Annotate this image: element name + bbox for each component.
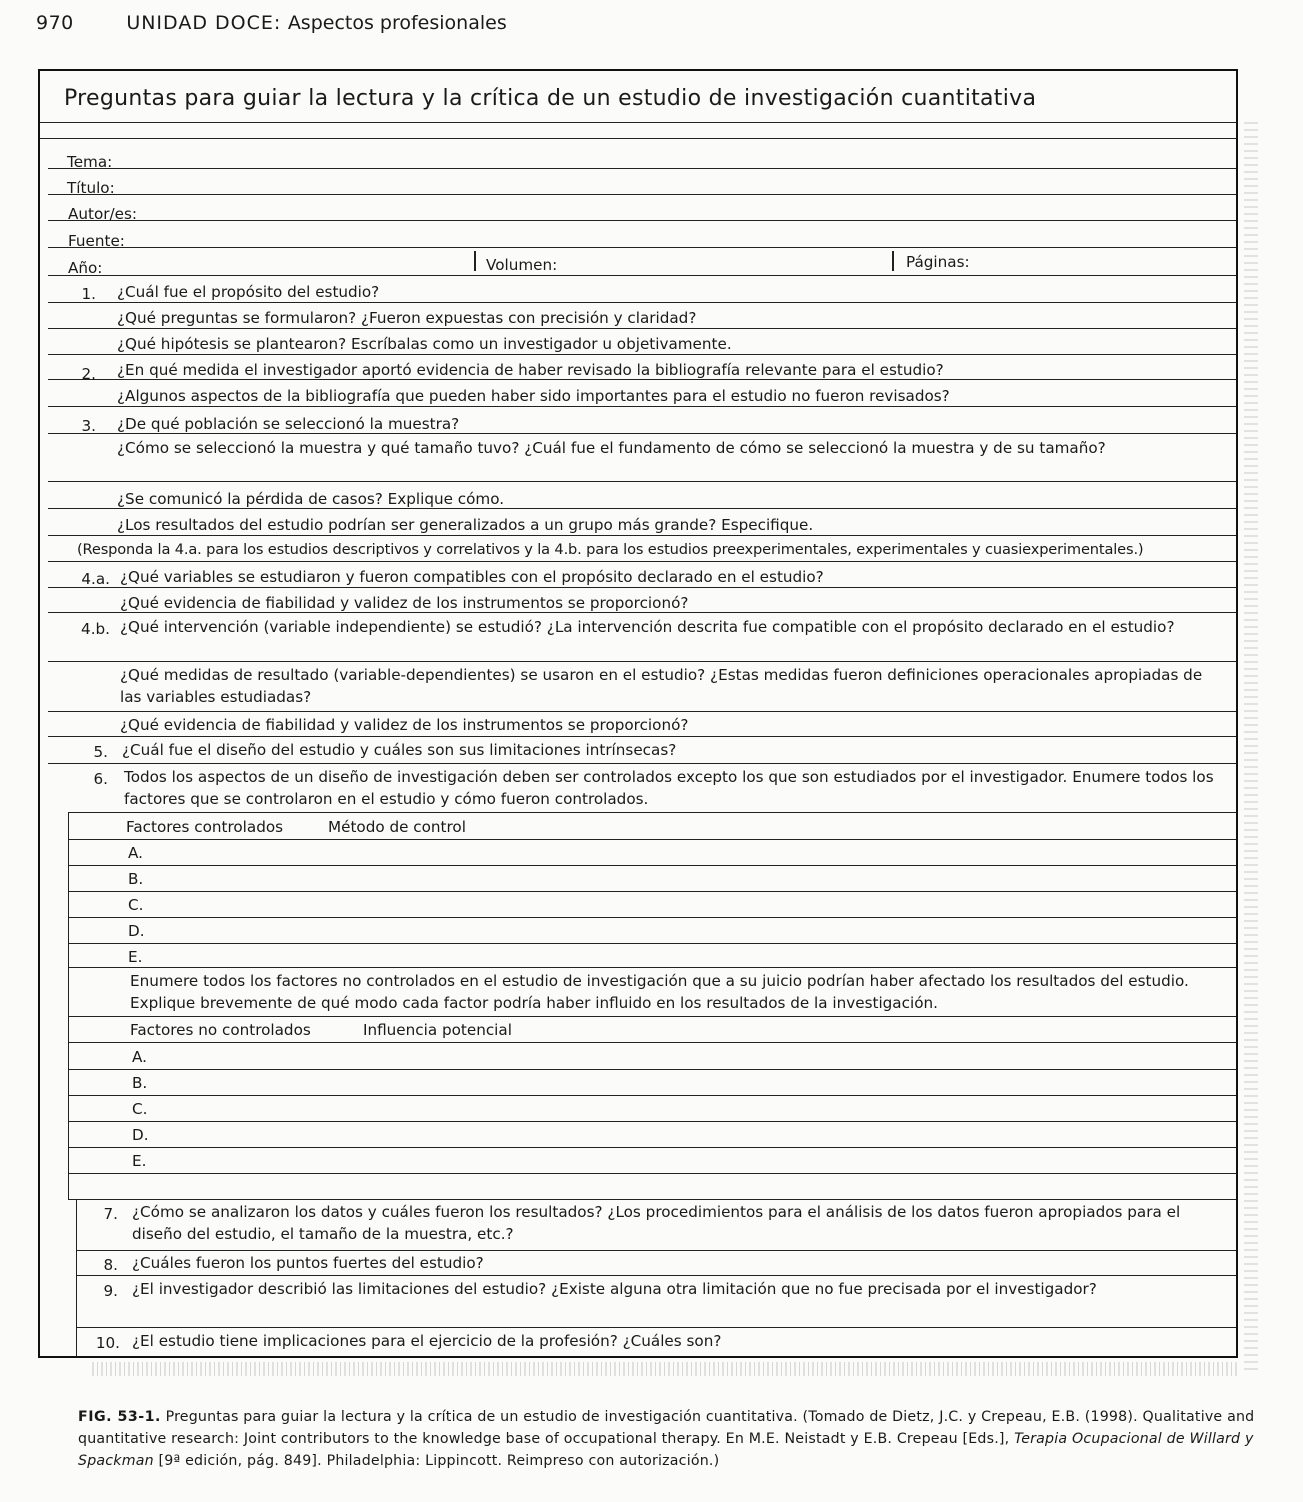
rule — [48, 354, 1236, 355]
rule — [48, 220, 1236, 221]
q10-number: 10. — [95, 1334, 120, 1352]
caption-text-end: [9ª edición, pág. 849]. Philadelphia: Lippincott. Reimpreso con autorización.) — [158, 1453, 720, 1469]
q5-text: ¿Cuál fue el diseño del estudio y cuáles son sus limitaciones intrínsecas? — [122, 741, 677, 759]
q4a-a: ¿Qué variables se estudiaron y fueron compatibles con el propósito declarado en el estudio? — [120, 568, 824, 586]
q4b-number: 4.b. — [81, 620, 110, 638]
rule — [48, 247, 1236, 248]
rule — [68, 1016, 1236, 1017]
figure-caption — [78, 1406, 1258, 1472]
q4b-b: ¿Qué medidas de resultado (variable-dependientes) se usaron en el estudio? ¿Estas medidas fueron definiciones operacionales apropiadas de las variables estudiadas? — [120, 666, 1203, 706]
col-potential-influence: Influencia potencial — [363, 1021, 512, 1039]
figure-label: FIG. 53-1. — [78, 1409, 161, 1425]
q7-text: ¿Cómo se analizaron los datos y cuáles fueron los resultados? ¿Los procedimientos para el análisis de los datos fueron apropiados para el diseño del estudio, el tamaño de la muestra, etc.? — [132, 1203, 1181, 1243]
rule — [68, 1069, 1236, 1070]
rule — [48, 302, 1236, 303]
rule — [48, 561, 1236, 562]
rule — [68, 917, 1236, 918]
rule — [68, 839, 1236, 840]
inner-border — [68, 812, 69, 1200]
rule — [76, 1250, 1236, 1251]
uncontrolled-item[interactable]: B. — [132, 1074, 148, 1092]
rule — [68, 1199, 1236, 1200]
q2-b: ¿Algunos aspectos de la bibliografía que pueden haber sido importantes para el estudio no fueron revisados? — [117, 387, 950, 405]
rule — [68, 1121, 1236, 1122]
rule — [68, 1173, 1236, 1174]
col-factors-uncontrolled: Factores no controlados — [130, 1021, 311, 1039]
uncontrolled-item[interactable]: A. — [132, 1048, 147, 1066]
rule — [48, 612, 1236, 613]
q3-a: ¿De qué población se seleccionó la muestra? — [117, 415, 460, 433]
q4a-b: ¿Qué evidencia de fiabilidad y validez de los instrumentos se proporcionó? — [120, 594, 689, 612]
page-header — [36, 12, 507, 34]
q6-uncontrolled-text: Enumere todos los factores no controlados en el estudio de investigación que a su juicio podrían haber afectado los resultados del estudio. Explique brevemente de qué modo cada factor podría haber influido en los resultados de la investigación. — [130, 972, 1189, 1012]
col-factors-controlled: Factores controlados — [126, 818, 284, 836]
controlled-item[interactable]: C. — [128, 896, 144, 914]
q8-number: 8. — [103, 1256, 118, 1274]
q8-text: ¿Cuáles fueron los puntos fuertes del estudio? — [132, 1254, 484, 1272]
page-number: 970 — [36, 12, 74, 34]
q4-note: (Responda la 4.a. para los estudios descriptivos y correlativos y la 4.b. para los estudios preexperimentales, experimentales y cuasiexperimentales.) — [77, 541, 1144, 558]
controlled-item[interactable]: D. — [128, 922, 145, 940]
q4b-c: ¿Qué evidencia de fiabilidad y validez de los instrumentos se proporcionó? — [120, 716, 689, 734]
rule — [48, 481, 1236, 482]
q9-number: 9. — [103, 1282, 118, 1300]
unit-label: UNIDAD DOCE: — [126, 12, 282, 34]
controlled-item[interactable]: E. — [128, 948, 143, 966]
q3-b: ¿Cómo se seleccionó la muestra y qué tamaño tuvo? ¿Cuál fue el fundamento de cómo se seleccionó la muestra y de su tamaño? — [117, 439, 1106, 457]
rule — [48, 406, 1236, 407]
field-autores[interactable]: Autor/es: — [68, 205, 137, 223]
divider — [474, 251, 476, 271]
q1-c: ¿Qué hipótesis se plantearon? Escríbalas como un investigador u objetivamente. — [117, 335, 732, 353]
rule — [48, 379, 1236, 380]
col-control-method: Método de control — [328, 818, 466, 836]
rule — [48, 508, 1236, 509]
critique-form — [38, 69, 1238, 1358]
uncontrolled-item[interactable]: C. — [132, 1100, 148, 1118]
field-titulo[interactable]: Título: — [67, 179, 115, 197]
rule — [48, 587, 1236, 588]
q3-number: 3. — [81, 417, 96, 435]
rule — [68, 865, 1236, 866]
rule — [48, 275, 1236, 276]
rule — [48, 711, 1236, 712]
rule — [48, 763, 1236, 764]
rule — [48, 661, 1236, 662]
q1-a: ¿Cuál fue el propósito del estudio? — [117, 283, 380, 301]
q9-text: ¿El investigador describió las limitaciones del estudio? ¿Existe alguna otra limitación que no fue precisada por el investigador? — [132, 1280, 1097, 1298]
scan-noise — [92, 1362, 1240, 1376]
rule — [40, 138, 1236, 139]
rule — [48, 535, 1236, 536]
rule — [48, 194, 1236, 195]
uncontrolled-item[interactable]: D. — [132, 1126, 149, 1144]
scan-edge — [1244, 120, 1258, 1370]
divider — [892, 251, 894, 271]
q1-number: 1. — [81, 285, 96, 303]
rule — [68, 812, 1236, 813]
q4a-number: 4.a. — [81, 570, 110, 588]
rule — [68, 943, 1236, 944]
rule — [68, 1042, 1236, 1043]
q5-number: 5. — [93, 743, 108, 761]
controlled-item[interactable]: A. — [128, 844, 143, 862]
q10-text: ¿El estudio tiene implicaciones para el ejercicio de la profesión? ¿Cuáles son? — [132, 1332, 722, 1350]
rule — [68, 891, 1236, 892]
rule — [68, 1147, 1236, 1148]
q2-a: ¿En qué medida el investigador aportó evidencia de haber revisado la bibliografía relevante para el estudio? — [117, 361, 944, 379]
rule — [68, 1095, 1236, 1096]
field-tema[interactable]: Tema: — [67, 153, 113, 171]
field-anio[interactable]: Año: — [68, 259, 103, 277]
caption-book-title: Terapia Ocupacional de Willard y Spackman — [78, 1431, 1254, 1469]
rule — [40, 122, 1236, 123]
field-paginas[interactable]: Páginas: — [906, 253, 970, 271]
form-title: Preguntas para guiar la lectura y la crítica de un estudio de investigación cuantitativa — [64, 86, 1037, 111]
q1-b: ¿Qué preguntas se formularon? ¿Fueron expuestas con precisión y claridad? — [117, 309, 697, 327]
inner-border — [76, 1199, 77, 1356]
rule — [68, 967, 1236, 968]
q3-d: ¿Los resultados del estudio podrían ser generalizados a un grupo más grande? Especifique. — [117, 516, 814, 534]
uncontrolled-item[interactable]: E. — [132, 1152, 147, 1170]
rule — [48, 736, 1236, 737]
q3-c: ¿Se comunicó la pérdida de casos? Explique cómo. — [117, 490, 505, 508]
rule — [48, 433, 1236, 434]
q6-text: Todos los aspectos de un diseño de investigación deben ser controlados excepto los que son estudiados por el investigador. Enumere todos los factores que se controlaron en el estudio y cómo fueron controlados. — [124, 768, 1214, 808]
rule — [48, 168, 1236, 169]
controlled-item[interactable]: B. — [128, 870, 144, 888]
rule — [48, 328, 1236, 329]
rule — [76, 1327, 1236, 1328]
field-fuente[interactable]: Fuente: — [68, 232, 125, 250]
unit-subtitle: Aspectos profesionales — [287, 12, 507, 34]
q4b-a: ¿Qué intervención (variable independiente) se estudió? ¿La intervención descrita fue compatible con el propósito declarado en el estudio? — [120, 618, 1175, 636]
q2-number: 2. — [81, 365, 96, 383]
caption-text: Preguntas para guiar la lectura y la crítica de un estudio de investigación cuantitativa. (Tomado de Dietz, J.C. y Crepeau, E.B. (1998). Qualitative and quantitative research: Joint contributors to the knowledge base of occupational therapy. En M.E. Neistadt y E.B. Crepeau [Eds.], — [78, 1409, 1255, 1447]
q6-number: 6. — [93, 770, 108, 788]
field-volumen[interactable]: Volumen: — [486, 256, 558, 274]
rule — [76, 1275, 1236, 1276]
q7-number: 7. — [103, 1205, 118, 1223]
